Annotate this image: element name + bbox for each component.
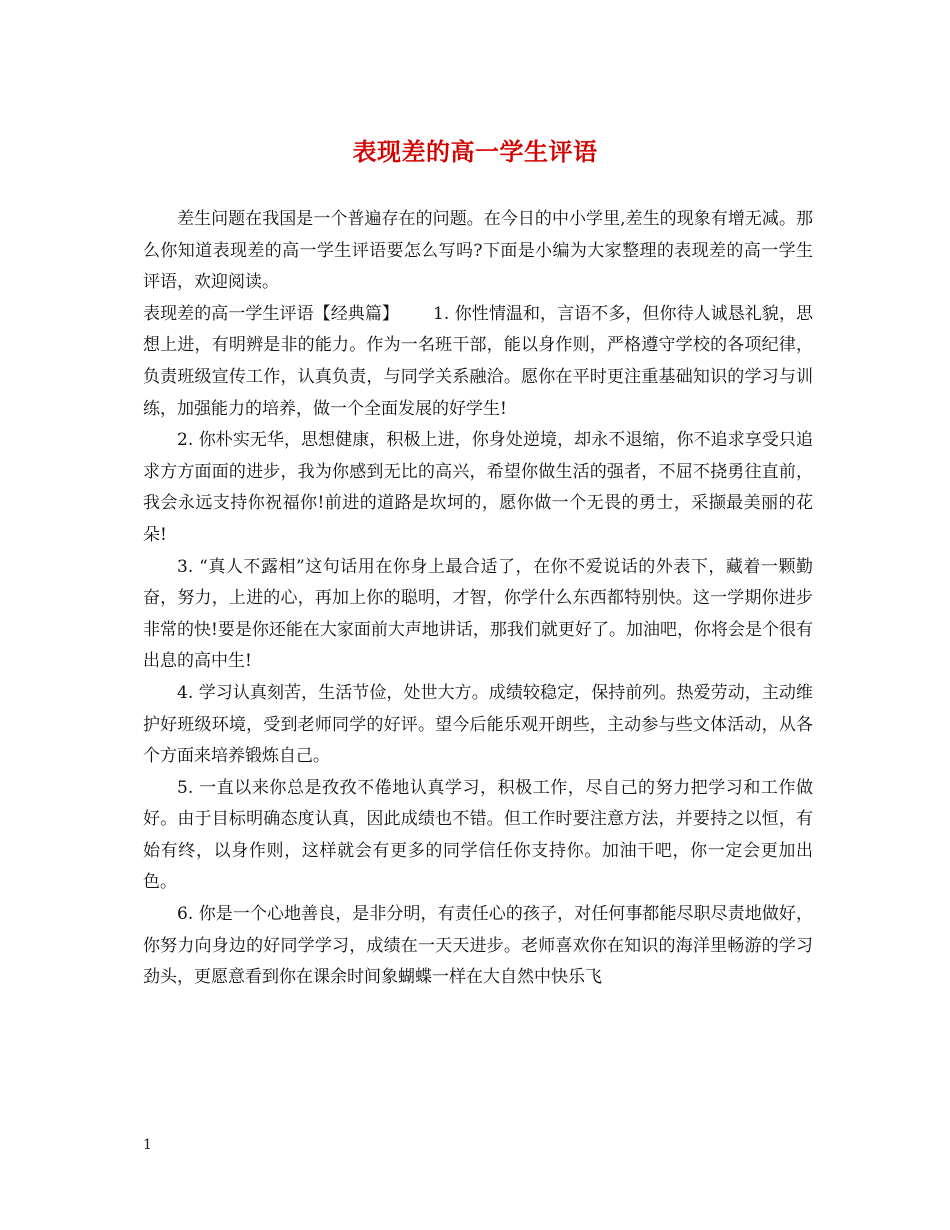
section-first-paragraph <box>143 299 813 425</box>
comment-paragraph-4: 4. 学习认真刻苦，生活节俭，处世大方。成绩较稳定，保持前列。热爱劳动，主动维护好班级环境，受到老师同学的好评。望今后能乐观开朗些，主动参与些文体活动，从各个方面来培养锻炼自己。 <box>143 682 813 767</box>
intro-paragraph: 差生问题在我国是一个普遍存在的问题。在今日的中小学里,差生的现象有增无减。那么你知道表现差的高一学生评语要怎么写吗?下面是小编为大家整理的表现差的高一学生评语，欢迎阅读。 <box>143 209 813 293</box>
comment-paragraph-1: 1. 你性情温和，言语不多，但你待人诚恳礼貌，思想上进，有明辨是非的能力。作为一名班干部，能以身作则，严格遵守学校的各项纪律，负责班级宣传工作，认真负责，与同学关系融洽。愿你在平时更注重基础知识的学习与训练，加强能力的培养，做一个全面发展的好学生! <box>143 303 814 419</box>
comment-paragraph-6: 6. 你是一个心地善良，是非分明，有责任心的孩子，对任何事都能尽职尽责地做好，你努力向身边的好同学学习，成绩在一天天进步。老师喜欢你在知识的海洋里畅游的学习劲头，更愿意看到你在课余时间象蝴蝶一样在大自然中快乐飞 <box>143 904 813 988</box>
comment-paragraph-3: 3. “真人不露相”这句话用在你身上最合适了，在你不爱说话的外表下，藏着一颗勤奋，努力，上进的心，再加上你的聪明，才智，你学什么东西都特别快。这一学期你进步非常的快!要是你还能在大家面前大声地讲话，那我们就更好了。加油吧，你将会是个很有出息的高中生! <box>143 556 813 672</box>
section-heading: 表现差的高一学生评语【经典篇】 <box>143 303 399 324</box>
page-title: 表现差的高一学生评语 <box>352 137 598 166</box>
document-body <box>143 204 813 994</box>
comment-paragraph-2: 2. 你朴实无华，思想健康，积极上进，你身处逆境，却永不退缩，你不追求享受只追求方方面面的进步，我为你感到无比的高兴，希望你做生活的强者，不屈不挠勇往直前，我会永远支持你祝福你!前进的道路是坎坷的，愿你做一个无畏的勇士，采撷最美丽的花朵! <box>143 430 813 545</box>
comment-paragraph-5: 5. 一直以来你总是孜孜不倦地认真学习，积极工作，尽自己的努力把学习和工作做好。由于目标明确态度认真，因此成绩也不错。但工作时要注意方法，并要持之以恒，有始有终，以身作则，这样就会有更多的同学信任你支持你。加油干吧，你一定会更加出色。 <box>143 777 813 893</box>
page-number: 1 <box>143 1137 152 1153</box>
